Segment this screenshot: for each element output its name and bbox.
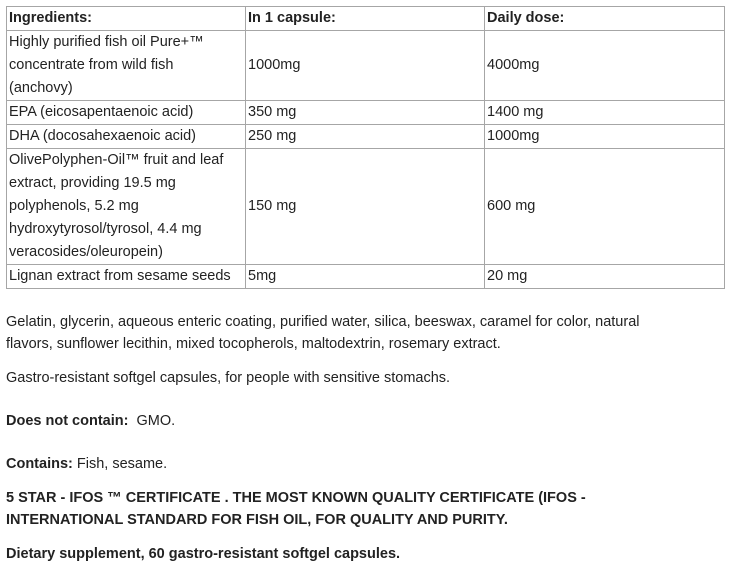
header-daily-dose: Daily dose: [485,7,725,31]
ingredient-name [7,31,246,101]
allergen-value: Fish, sesame. [76,456,168,472]
table-row [7,265,725,289]
ingredient-name [7,265,246,289]
header-ingredients: Ingredients: [7,7,246,31]
ingredient-name [7,149,246,265]
certificate-line: 5 STAR - IFOS ™ CERTIFICATE . THE MOST KNOWN QUALITY CERTIFICATE (IFOS - [6,490,586,506]
ingredient-name-line: DHA (docosahexaenoic acid) [9,128,196,144]
softgel-note: Gastro-resistant softgel capsules, for people with sensitive stomachs. [6,370,451,386]
supplement-note: Dietary supplement, 60 gastro-resistant softgel capsules. [6,546,401,562]
allergen-statement [6,453,724,475]
free-from-value: GMO. [136,413,176,429]
table-row [7,149,725,265]
capsule-amount: 350 mg [246,101,485,125]
ingredient-name-line: Highly purified fish oil Pure+™ [9,34,204,50]
ingredient-name-line: concentrate from wild fish [9,57,174,73]
daily-amount: 1000mg [485,125,725,149]
header-in-one-capsule: In 1 capsule: [246,7,485,31]
daily-amount: 20 mg [485,265,725,289]
ingredient-name-line: (anchovy) [9,80,73,96]
capsule-amount: 150 mg [246,149,485,265]
ingredient-name-line: veracosides/oleuropein) [9,244,163,260]
daily-amount: 600 mg [485,149,725,265]
capsule-amount: 5mg [246,265,485,289]
ingredient-name-line: Lignan extract from sesame seeds [9,268,231,284]
table-row [7,125,725,149]
table-row [7,101,725,125]
ingredients-table [6,6,725,289]
allergen-label: Contains: [6,456,73,472]
product-description [6,6,724,565]
ingredient-name-line: extract, providing 19.5 mg [9,175,176,191]
certificate-statement [6,487,724,531]
table-header-row [7,7,725,31]
table-row [7,31,725,101]
free-from-statement [6,410,724,432]
capsule-amount: 1000mg [246,31,485,101]
ingredient-name [7,125,246,149]
ingredient-name-line: hydroxytyrosol/tyrosol, 4.4 mg [9,221,202,237]
ingredient-name-line: polyphenols, 5.2 mg [9,198,139,214]
other-ingredients-line: Gelatin, glycerin, aqueous enteric coating, purified water, silica, beeswax, caramel for color, natural [6,314,640,330]
other-ingredients-text [6,311,724,355]
ingredient-name-line: EPA (eicosapentaenoic acid) [9,104,194,120]
free-from-label: Does not contain: [6,413,129,429]
capsule-amount: 250 mg [246,125,485,149]
certificate-line: INTERNATIONAL STANDARD FOR FISH OIL, FOR QUALITY AND PURITY. [6,512,508,528]
daily-amount: 1400 mg [485,101,725,125]
other-ingredients-line: flavors, sunflower lecithin, mixed tocopherols, maltodextrin, rosemary extract. [6,336,501,352]
ingredient-name-line: OlivePolyphen-Oil™ fruit and leaf [9,152,224,168]
ingredient-name [7,101,246,125]
daily-amount: 4000mg [485,31,725,101]
